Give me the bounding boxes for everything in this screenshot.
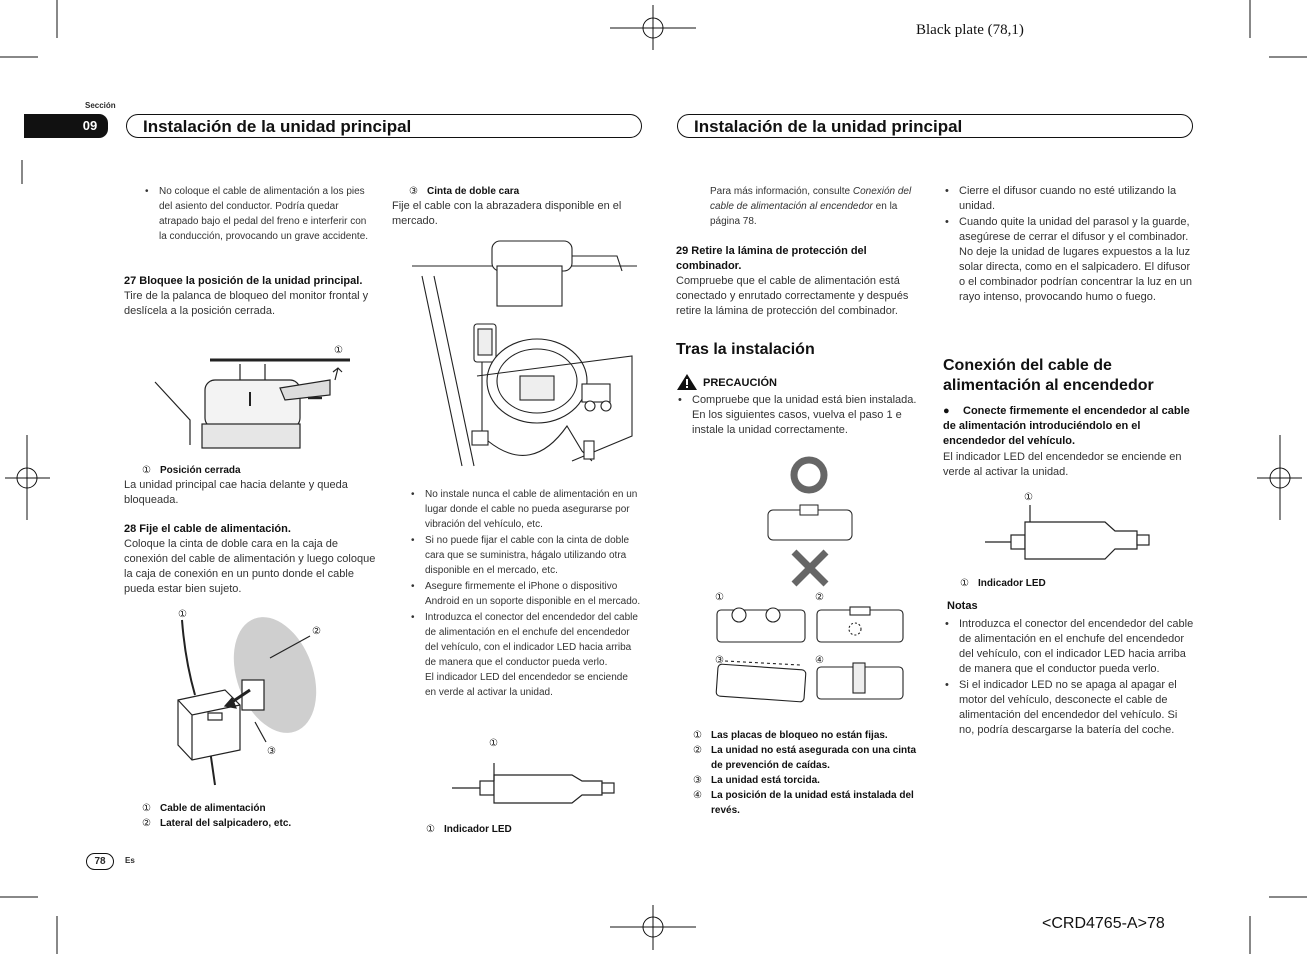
warning-icon (676, 373, 698, 391)
col1-bullets (143, 184, 375, 245)
bullet: • Introduzca el conector del encendedor del cable de alimentación en el enchufe del encendedor del vehículo, con el indicador LED hacia arriba de manera que el conductor pueda verlo. (943, 617, 1195, 677)
fig2-marker-1: ① (178, 609, 187, 620)
step-29-text: Compruebe que el cable de alimentación está conectado y enrutado correctamente y después retire la lámina de protección del combinador. (676, 275, 909, 317)
bullet: • Si el indicador LED no se apaga al apagar el motor del vehículo, desconecte el cable de alimentación del encendedor del vehículo. Si no, podría descargarse la batería del coche. (943, 678, 1195, 738)
caption-double-sided-tape: ③ Cinta de doble cara (409, 186, 520, 197)
car-interior-illustration (412, 236, 637, 476)
notes-list (943, 617, 1195, 739)
col2-bullets (409, 487, 641, 701)
caption-row: ② La unidad no está asegurada con una cinta de prevención de caídas. (693, 745, 917, 771)
caption-dashboard-side: ② Lateral del salpicadero, etc. (142, 818, 292, 829)
filled-bullet-icon: ● (943, 405, 950, 417)
step-28-heading: 28 Fije el cable de alimentación. (124, 523, 291, 535)
step28-block (124, 508, 376, 597)
step29-block (676, 230, 921, 319)
caption-row: ① Las placas de bloqueo no están fijas. (693, 730, 888, 741)
step-27-heading: 27 Bloquee la posición de la unidad principal. (124, 275, 363, 287)
cross-reference: Conexión del cable de alimentación al encendedor (710, 186, 912, 212)
bullet: • Cuando quite la unidad del parasol y la guarde, asegúrese de cerrar el difusor y el combinador. No deje la unidad de lugares expuestos a la luz solar directa, como en el salpicadero. El difusor o el combinador podrían concentrar la luz en un rayo intenso, provocando humo o fuego. (943, 215, 1193, 305)
bullet: • No instale nunca el cable de alimentación en un lugar donde el cable no pueda asegurarse por vibración del vehículo, etc. (409, 487, 641, 532)
page-number: 78 (86, 853, 114, 870)
caption-led-indicator: ① Indicador LED (426, 824, 512, 835)
step-29-heading: 29 Retire la lámina de protección del combinador. (676, 245, 867, 272)
example-marker-4: ④ (815, 655, 824, 666)
step27-block (124, 260, 376, 319)
caption-closed-position: ① Posición cerrada (142, 465, 241, 476)
connection-instruction: ● Conecte firmemente el encendedor al cable de alimentación introduciéndolo en el encendedor del vehículo. (943, 405, 1190, 447)
fig4-marker: ① (1024, 492, 1033, 503)
bullet: • Asegure firmemente el iPhone o dispositivo Android en un soporte disponible en el mercado. (409, 579, 641, 609)
language-code: Es (125, 856, 135, 865)
more-info-text: Para más información, consulte Conexión del cable de alimentación al encendedor en la página 78. (710, 186, 912, 227)
bullet: • Introduzca el conector del encendedor del cable de alimentación en el enchufe del encendedor del vehículo, con el indicador LED hacia arriba de manera que el conductor pueda verlo. El indicador LED del encendedor se enciende en verde al activar la unidad. (409, 610, 641, 700)
example-marker-2: ② (815, 592, 824, 603)
step-28-text: Coloque la cinta de doble cara en la caja de conexión del cable de alimentación y luego coloque la caja de conexión en un punto donde el cable pueda estar bien sujeto. (124, 538, 376, 595)
caption-row: ④ La posición de la unidad está instalada del revés. (693, 790, 914, 816)
caption-row: ③ La unidad está torcida. (693, 775, 820, 786)
incorrect-mark-icon (790, 548, 830, 588)
example-marker-3: ③ (715, 655, 724, 666)
closed-position-text: La unidad principal cae hacia delante y queda bloqueada. (124, 479, 348, 506)
lighter-plug-illustration (985, 517, 1155, 567)
plate-label: Black plate (78,1) (916, 22, 1024, 38)
bullet: • No coloque el cable de alimentación a los pies del asiento del conductor. Podría quedar atrapado bajo el pedal del freno e interferir con la conducción, provocando un grave accidente. (143, 184, 375, 244)
lighter-plug-illustration (452, 763, 622, 813)
bullet: • Compruebe que la unidad está bien instalada. En los siguientes casos, vuelva el paso 1 e instale la unidad correctamente. (676, 393, 921, 438)
caption-power-cable: ① Cable de alimentación (142, 803, 266, 814)
header-left: Instalación de la unidad principal (126, 114, 642, 138)
caption-led-indicator: ① Indicador LED (960, 578, 1046, 589)
section-number: 09 (24, 114, 108, 138)
document-code: <CRD4765-A>78 (1042, 915, 1165, 932)
correct-install-illustration (760, 455, 860, 540)
incorrect-captions (693, 728, 918, 818)
step-27-text: Tire de la palanca de bloqueo del monitor frontal y deslícela a la posición cerrada. (124, 290, 369, 317)
fig2-marker-2: ② (312, 626, 321, 637)
bullet: • Si no puede fijar el cable con la cinta de doble cara que se suministra, hágalo utilizando otra disponible en el mercado, etc. (409, 533, 641, 578)
fig3-marker: ① (489, 738, 498, 749)
notes-heading: Notas (947, 600, 978, 612)
connection-box-illustration (170, 620, 330, 790)
fig2-marker-3: ③ (267, 746, 276, 757)
connection-text: El indicador LED del encendedor se enciende en verde al activar la unidad. (943, 451, 1182, 478)
tape-text: Fije el cable con la abrazadera disponible en el mercado. (392, 200, 622, 227)
header-right: Instalación de la unidad principal (677, 114, 1193, 138)
bullet: • Cierre el difusor cuando no esté utilizando la unidad. (943, 184, 1193, 214)
fig1-marker: ① (334, 345, 343, 356)
heading-after-installation: Tras la instalación (676, 341, 815, 358)
caution-bullet (676, 393, 921, 439)
section-label: Sección (85, 101, 116, 110)
col4-bullets (943, 184, 1193, 306)
example-marker-1: ① (715, 592, 724, 603)
caution-label: PRECAUCIÓN (703, 377, 777, 389)
heading-lighter-connection: Conexión del cable de alimentación al encendedor (943, 357, 1154, 394)
